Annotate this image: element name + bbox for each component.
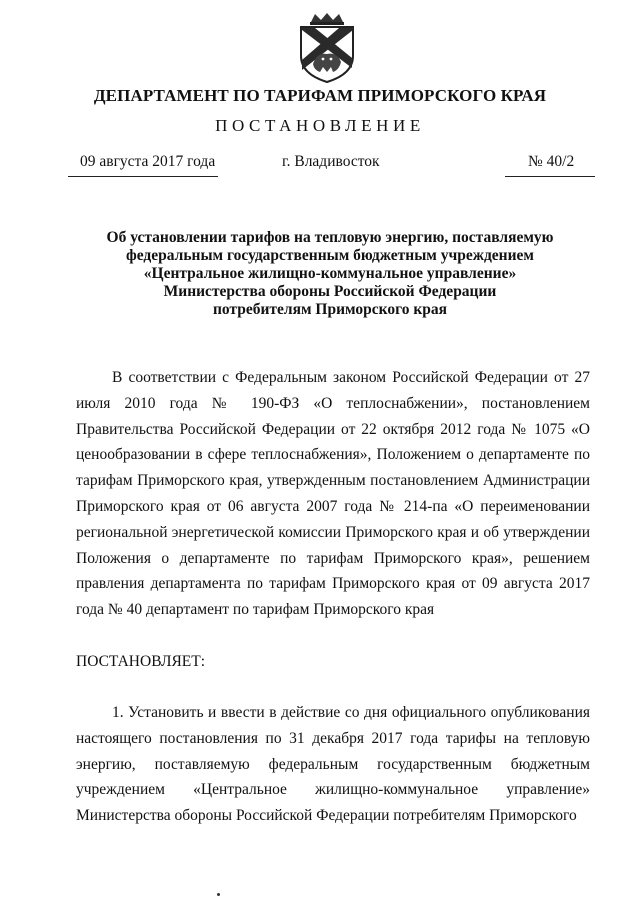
number-underline bbox=[505, 176, 595, 177]
coat-of-arms-icon bbox=[293, 12, 361, 84]
date-underline bbox=[68, 176, 218, 177]
department-name: ДЕПАРТАМЕНТ ПО ТАРИФАМ ПРИМОРСКОГО КРАЯ bbox=[93, 86, 547, 105]
title-line: потребителям Приморского края bbox=[212, 301, 448, 318]
document-type: ПОСТАНОВЛЕНИЕ bbox=[215, 116, 425, 135]
clause-1-paragraph: 1. Установить и ввести в действие со дня официального опубликования настоящего постановления по 31 декабря 2017 года тарифы на тепловую энергию, поставляемую федеральным государственным бюджетным учреждением «Центральное жилищно-коммунальное управление» Министерства обороны Российской Федерации потребителям Приморского bbox=[76, 704, 590, 825]
decree-word: ПОСТАНОВЛЯЕТ: bbox=[76, 653, 206, 670]
document-title bbox=[60, 229, 600, 319]
title-line: «Центральное жилищно-коммунальное управление» bbox=[143, 265, 517, 282]
document-date: 09 августа 2017 года bbox=[80, 153, 216, 170]
page-mark bbox=[217, 893, 220, 896]
title-line: федеральным государственным бюджетным учреждением bbox=[126, 247, 534, 264]
document-number: № 40/2 bbox=[528, 153, 575, 170]
preamble-paragraph: В соответствии с Федеральным законом Российской Федерации от 27 июля 2010 года № 190-ФЗ «О теплоснабжении», постановлением Правительства Российской Федерации от 22 октября 2012 года № 1075 «О ценообразовании в сфере теплоснабжения», Положением о департаменте по тарифам Приморского края, утвержденным постановлением Администрации Приморского края от 06 августа 2007 года № 214-па «О переименовании региональной энергетической комиссии Приморского края и об утверждении Положения о департаменте по тарифам Приморского края», решением правления департамента по тарифам Приморского края от 09 августа 2017 года № 40 департамент по тарифам Приморского края bbox=[76, 369, 590, 619]
title-line: Об установлении тарифов на тепловую энергию, поставляемую bbox=[106, 229, 554, 246]
document-city: г. Владивосток bbox=[282, 153, 380, 170]
title-line: Министерства обороны Российской Федерации bbox=[163, 283, 497, 300]
